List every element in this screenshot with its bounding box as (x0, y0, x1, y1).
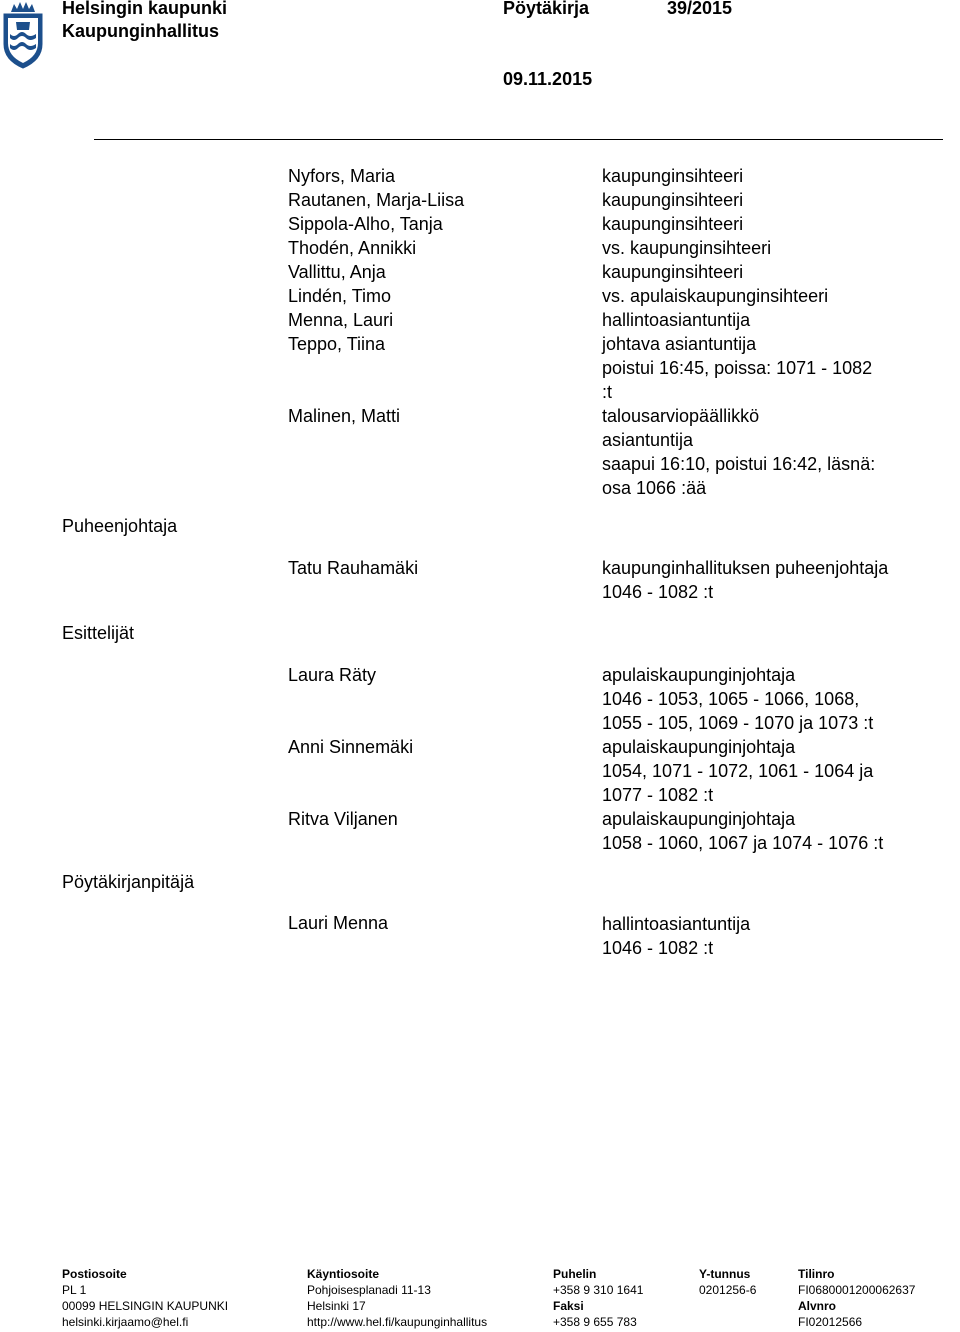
presenter-role: apulaiskaupunginjohtaja (602, 809, 796, 829)
attendee-role: kaupunginsihteeri (602, 190, 744, 210)
footer-phone-number: +358 9 310 1641 (553, 1283, 644, 1297)
footer-visit (307, 1266, 487, 1330)
presenter-role: apulaiskaupunginjohtaja (602, 737, 796, 757)
org-name: Helsingin kaupunki (62, 0, 228, 18)
footer-postal-line: 00099 HELSINGIN KAUPUNKI (62, 1299, 229, 1313)
footer-fax-title: Faksi (553, 1299, 584, 1313)
attendee-role: talousarviopäällikkö (602, 406, 760, 426)
presenter-role: 1046 - 1053, 1065 - 1066, 1068, (602, 689, 860, 709)
attendee-name: Teppo, Tiina (288, 334, 386, 354)
presenter-names (288, 663, 413, 831)
secretary-role-line: 1046 - 1082 :t (602, 938, 714, 958)
attendee-role: kaupunginsihteeri (602, 214, 744, 234)
footer-ytunnus-value: 0201256-6 (699, 1283, 757, 1297)
secretary-label: Pöytäkirjanpitäjä (62, 872, 195, 892)
presenter-role: 1055 - 105, 1069 - 1070 ja 1073 :t (602, 713, 874, 733)
footer-ytunnus (699, 1266, 756, 1298)
footer-account-title: Tilinro (798, 1267, 835, 1281)
attendee-name: Nyfors, Maria (288, 166, 396, 186)
doc-number: 39/2015 (667, 0, 733, 18)
footer-visit-line: Pohjoisesplanadi 11-13 (307, 1283, 431, 1297)
footer-visit-line: Helsinki 17 (307, 1299, 366, 1313)
footer-email-link[interactable]: helsinki.kirjaamo@hel.fi (62, 1315, 189, 1329)
doc-date: 09.11.2015 (503, 69, 593, 89)
attendee-role: poistui 16:45, poissa: 1071 - 1082 (602, 358, 873, 378)
body-name: Kaupunginhallitus (62, 21, 219, 41)
chair-label: Puheenjohtaja (62, 516, 178, 536)
chair-role-line: 1046 - 1082 :t (602, 582, 714, 602)
attendee-role: hallintoasiantuntija (602, 310, 751, 330)
presenter-role: apulaiskaupunginjohtaja (602, 665, 796, 685)
chair-name: Tatu Rauhamäki (288, 558, 419, 578)
attendee-name: Lindén, Timo (288, 286, 392, 306)
footer-account-value: FI0680001200062637 (798, 1283, 916, 1297)
footer-visit-title: Käyntiosoite (307, 1267, 380, 1281)
footer-alv-title: Alvnro (798, 1299, 837, 1313)
attendee-role: johtava asiantuntija (602, 334, 757, 354)
footer-phone-title: Puhelin (553, 1267, 597, 1281)
attendee-role: kaupunginsihteeri (602, 166, 744, 186)
presenter-role: 1054, 1071 - 1072, 1061 - 1064 ja (602, 761, 874, 781)
footer-website-link[interactable]: http://www.hel.fi/kaupunginhallitus (307, 1315, 488, 1329)
presenter-role: 1058 - 1060, 1067 ja 1074 - 1076 :t (602, 833, 884, 853)
header-divider (94, 139, 943, 140)
chair-role (602, 556, 888, 604)
attendee-role: asiantuntija (602, 430, 694, 450)
attendee-names (288, 164, 464, 428)
footer-postal (62, 1266, 228, 1330)
presenter-roles (602, 663, 883, 855)
attendee-role: saapui 16:10, poistui 16:42, läsnä: (602, 454, 876, 474)
footer-fax-number: +358 9 655 783 (553, 1315, 637, 1329)
footer-postal-line: PL 1 (62, 1283, 87, 1297)
attendee-name: Sippola-Alho, Tanja (288, 214, 443, 234)
presenter-name: Ritva Viljanen (288, 809, 398, 829)
presenter-name: Anni Sinnemäki (288, 737, 414, 757)
presenter-role: 1077 - 1082 :t (602, 785, 714, 805)
footer-account (798, 1266, 915, 1330)
presenter-name: Laura Räty (288, 665, 377, 685)
attendee-role: osa 1066 :ää (602, 478, 707, 498)
attendee-role: vs. apulaiskaupunginsihteeri (602, 286, 829, 306)
presenters-label: Esittelijät (62, 623, 135, 643)
attendee-role: :t (602, 382, 613, 402)
helsinki-coat-of-arms-logo (0, 0, 46, 70)
attendee-roles (602, 164, 875, 500)
footer-alv-value: FI02012566 (798, 1315, 863, 1329)
attendee-name: Vallittu, Anja (288, 262, 386, 282)
footer-ytunnus-title: Y-tunnus (699, 1267, 751, 1281)
secretary-role (602, 912, 750, 960)
attendee-role: vs. kaupunginsihteeri (602, 238, 772, 258)
attendee-name: Menna, Lauri (288, 310, 394, 330)
chair-role-line: kaupunginhallituksen puheenjohtaja (602, 558, 889, 578)
doc-type: Pöytäkirja (503, 0, 590, 18)
secretary-name: Lauri Menna (288, 913, 389, 933)
attendee-name: Rautanen, Marja-Liisa (288, 190, 465, 210)
attendee-name: Thodén, Annikki (288, 238, 417, 258)
footer-postal-title: Postiosoite (62, 1267, 127, 1281)
secretary-role-line: hallintoasiantuntija (602, 914, 751, 934)
footer-phone (553, 1266, 643, 1330)
attendee-role: kaupunginsihteeri (602, 262, 744, 282)
attendee-name: Malinen, Matti (288, 406, 401, 426)
